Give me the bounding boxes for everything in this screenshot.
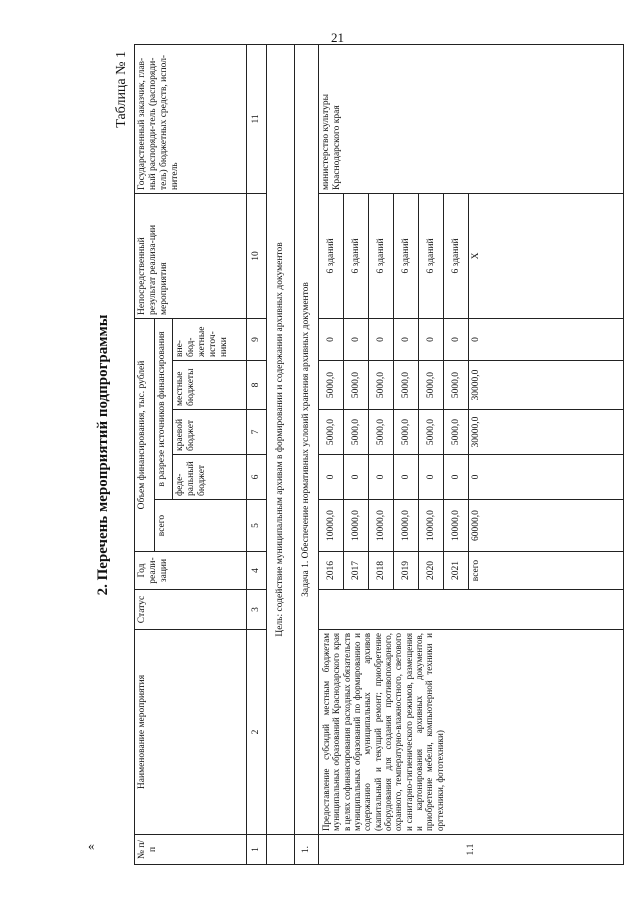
row-federal: 0 (369, 455, 394, 500)
column-number: 10 (247, 193, 267, 318)
row-year: всего (469, 552, 624, 590)
row-year: 2017 (344, 552, 369, 590)
goal-text: Цель: содействие муниципальным архивам в формировании и содержании архивных документов (267, 44, 295, 834)
header-result: Непосредственный результат реализа-ции мероприятия (135, 193, 247, 318)
row-federal: 0 (419, 455, 444, 500)
row-total: 10000,0 (344, 500, 369, 552)
row-local: 30000,0 (469, 361, 624, 410)
row-total: 10000,0 (394, 500, 419, 552)
task-text: Задача 1. Обеспечение нормативных условий хранения архивных документов (295, 44, 319, 834)
row-federal: 0 (469, 455, 624, 500)
row-result: 6 зданий (444, 193, 469, 318)
row-result: 6 зданий (419, 193, 444, 318)
row-total: 10000,0 (419, 500, 444, 552)
row-regional: 5000,0 (319, 410, 344, 455)
row-total: 10000,0 (319, 500, 344, 552)
header-federal: феде-ральный бюджет (173, 455, 247, 500)
row-federal: 0 (394, 455, 419, 500)
row-year: 2019 (394, 552, 419, 590)
header-status: Статус (135, 590, 247, 630)
row-extra: 0 (419, 318, 444, 360)
row-extra: 0 (444, 318, 469, 360)
measure-customer: министерство культуры Краснодарского края (319, 44, 624, 193)
table-row (319, 44, 344, 864)
row-federal: 0 (344, 455, 369, 500)
column-number: 3 (247, 590, 267, 630)
quote-mark: « (88, 838, 95, 853)
row-local: 5000,0 (369, 361, 394, 410)
task-row (295, 44, 319, 864)
header-regional: краевой бюджет (173, 410, 247, 455)
row-extra: 0 (369, 318, 394, 360)
column-number: 7 (247, 410, 267, 455)
row-result: 6 зданий (319, 193, 344, 318)
section-heading: 2. Перечень мероприятий подпрограммы (95, 314, 111, 596)
page-number: 21 (331, 30, 344, 45)
column-number: 1 (247, 835, 267, 865)
row-total: 10000,0 (369, 500, 394, 552)
header-local: местные бюджеты (173, 361, 247, 410)
row-result: 6 зданий (369, 193, 394, 318)
goal-row (267, 44, 295, 864)
header-customer: Государственный заказчик, глав-ный распоряди-тель (распоряди-тель) бюджетных средств, испол-нитель (135, 44, 247, 193)
row-regional: 5000,0 (369, 410, 394, 455)
row-year: 2016 (319, 552, 344, 590)
row-regional: 5000,0 (394, 410, 419, 455)
column-number: 9 (247, 318, 267, 360)
row-result: 6 зданий (394, 193, 419, 318)
measure-status (319, 590, 624, 630)
row-total: 60000,0 (469, 500, 624, 552)
row-year: 2021 (444, 552, 469, 590)
header-total: всего (155, 500, 247, 552)
column-number: 5 (247, 500, 267, 552)
row-extra: 0 (344, 318, 369, 360)
row-extra: 0 (319, 318, 344, 360)
column-number: 4 (247, 552, 267, 590)
row-local: 5000,0 (344, 361, 369, 410)
row-total: 10000,0 (444, 500, 469, 552)
row-federal: 0 (444, 455, 469, 500)
column-number: 6 (247, 455, 267, 500)
header-funding: Объем финансирования, тыс. рублей (135, 318, 155, 551)
column-numbers-row (247, 44, 267, 864)
row-regional: 5000,0 (344, 410, 369, 455)
row-result: Х (469, 193, 624, 318)
column-number: 11 (247, 44, 267, 193)
row-local: 5000,0 (419, 361, 444, 410)
header-row-1 (135, 44, 155, 864)
row-regional: 30000,0 (469, 410, 624, 455)
column-number: 2 (247, 630, 267, 835)
measure-name: Предоставление субсидий местным бюджетам муниципальных образований Краснодарского края в целях софинансирования расходных обязательств муниципальных образований по формированию и содержанию муниципальных архивов (капитальный и текущий ремонт; приобретение оборудования для создания противопожарного, охранного, температурно-влажностного, светового и санитарно-гигиенического режимов, размещения и картонирования архивных документов, приобретение мебели, компьютерной техники и оргтехники, фототехники) (319, 630, 624, 835)
row-regional: 5000,0 (444, 410, 469, 455)
row-local: 5000,0 (319, 361, 344, 410)
row-federal: 0 (319, 455, 344, 500)
header-by-sources: в разрезе источников финансирования (155, 318, 173, 499)
row-regional: 5000,0 (419, 410, 444, 455)
row-local: 5000,0 (394, 361, 419, 410)
header-year: Год реали-зации (135, 552, 247, 590)
row-year: 2018 (369, 552, 394, 590)
rotated-document-content (92, 45, 632, 865)
row-local: 5000,0 (444, 361, 469, 410)
header-number: № п/п (135, 835, 247, 865)
row-extra: 0 (394, 318, 419, 360)
row-result: 6 зданий (344, 193, 369, 318)
header-extra: вне-бюд-жетные источ-ники (173, 318, 247, 360)
row-year: 2020 (419, 552, 444, 590)
task-number: 1. (295, 835, 319, 865)
activities-table (134, 44, 624, 865)
header-measure-name: Наименование мероприятия (135, 630, 247, 835)
table-caption: Таблица № 1 (114, 51, 129, 128)
column-number: 8 (247, 361, 267, 410)
row-extra: 0 (469, 318, 624, 360)
measure-number: 1.1 (319, 835, 624, 865)
